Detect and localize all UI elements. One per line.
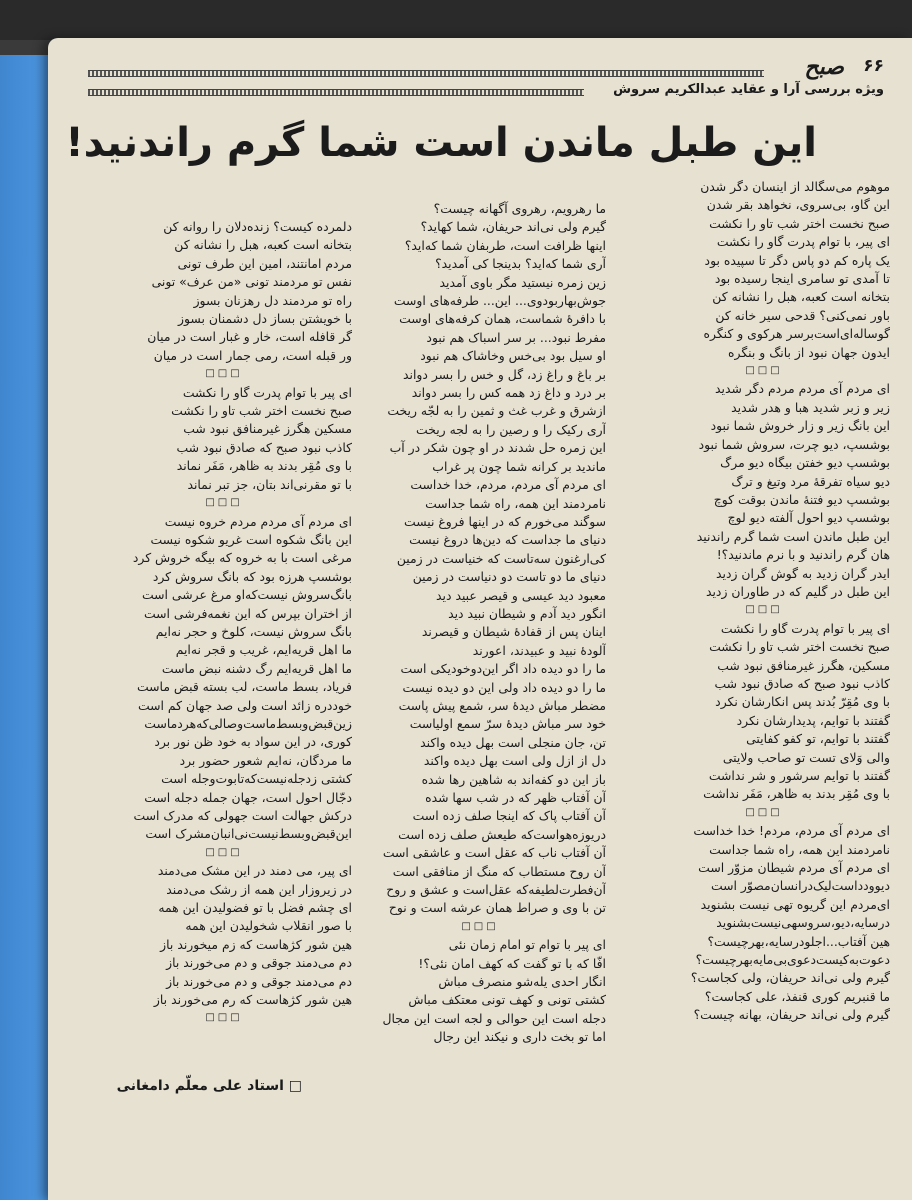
poem-line: بانگ سروش نیست، کلوخ و حجر نه‌ایم xyxy=(155,623,352,639)
poem-line: ما اهل قریه‌ایم، غریب و قجر نه‌ایم xyxy=(175,642,352,658)
poem-line: ما را دو دیده داد اگر این‌دو‌خود‌یکی است xyxy=(400,661,606,677)
poem-line: خود سر مباش دیدهٔ سرّ سمع اولیاست xyxy=(409,716,606,732)
poem-line: ای پیر با توام پدرت گاو را نکشت xyxy=(182,384,352,400)
magazine-logo: صبح xyxy=(804,54,844,80)
poem-line: راه تو مردمند دل رهزنان بسوز xyxy=(193,292,352,308)
section-subtitle: ویژه بررسی آرا و عقاید عبدالکریم سروش xyxy=(613,82,884,97)
poem-line: موهوم می‌سگالد از اینسان دگر شدن xyxy=(700,179,890,194)
poem-line: بوشسپ دیو احول آلفته دیو لوچ xyxy=(727,510,890,526)
poem-line: بانگ‌سروش نیست‌که‌او مرغ عرشی است xyxy=(141,587,352,603)
poem-line: دیو سیاه تفرقهٔ مرد وتیغ و ترگ xyxy=(731,473,890,489)
poem-line: با دافرهٔ شماست، همان کرفه‌های اوست xyxy=(399,311,606,327)
background-dark-top xyxy=(0,0,912,40)
poem-line: زین‌قبض‌وبسط‌ماست‌وصالی‌که‌هردماست xyxy=(144,715,352,731)
poem-line: بر باغ و راغ زد، گل و خس را بسر دواند xyxy=(403,366,606,382)
poem-line: ای‌مردم این گریوه تهی نیست بشنوید xyxy=(700,896,890,912)
column-middle xyxy=(354,200,606,1047)
section-separator: □□□ xyxy=(745,806,783,818)
poem-line: هین شور کژ‌هاست که زم میخورند باز xyxy=(160,936,352,952)
poem-line: دعوت‌به‌کیست‌دعوی‌بی‌مایه‌بهرچیست؟ xyxy=(695,952,890,968)
poem-line: این طبل ماندن است شما گرم راندنید xyxy=(696,528,890,544)
section-separator: □□□ xyxy=(205,368,243,380)
poem-line: دنیای ما جداست که دین‌ها دروغ نیست xyxy=(409,532,606,548)
section-separator: □□□ xyxy=(205,846,243,858)
poem-line: دیوو‌دداست‌لیک‌در‌انسان‌مصوّر است xyxy=(711,878,890,894)
poem-line: کشتی تونی و کهف تونی معتکف مباش xyxy=(408,992,606,1008)
poem-line: معبود دید عیسی و قیصر عبید دید xyxy=(436,587,606,603)
poem-line: کاذب نبود صبح که صادق نبود شب xyxy=(714,675,890,691)
poem-line: گفتند با توایم سرشور و شر نداشت xyxy=(708,768,890,783)
poem-line: اینها ظرافت است، طربفان شما که‌اید؟ xyxy=(404,237,606,253)
poem-line: ما اهل قریه‌ایم رگ دشنه نبض ماست xyxy=(161,660,352,676)
poem-line: اما تو بخت داری و نیکند این رجال xyxy=(433,1029,606,1045)
poem-line: درکش جهالت است جهولی که مدرک است xyxy=(133,808,352,823)
poem-line: او سیل بود بی‌خس وخاشاک هم نبود xyxy=(420,348,606,364)
poem-line: ای پیر با توام پدرت گاو را نکشت xyxy=(720,620,890,636)
poem-line: مسکین هگرز غیرمنافق نبود شب xyxy=(183,421,352,437)
poem-line: کاذب نبود صبح که صادق نبود شب xyxy=(176,439,352,455)
poem-line: باور نمی‌کنی؟ قدحی سیر خانه کن xyxy=(715,307,890,323)
magazine-page xyxy=(48,38,912,1200)
poem-line: بتخانه است کعبه، هبل را نشانه کن xyxy=(712,289,890,305)
poem-line: بتخانه است کعبه، هبل را نشانه کن xyxy=(174,237,352,253)
subtitle-rule xyxy=(88,89,584,96)
poem-line: دم می‌دمند جوقی و دم می‌خورند باز xyxy=(166,973,352,989)
poem-line: از‌شرق و غرب غث و ثمین را به لجّه ریخت xyxy=(387,403,606,419)
poem-line: نفس تو مردمند تونی «من عرف» تونی xyxy=(151,274,352,290)
section-separator: □□□ xyxy=(745,365,783,377)
poem-line: خوددره زائد است ولی صد جهان کم است xyxy=(137,697,352,713)
poem-line: ما را دو دیده داد ولی این دو دیده نیست xyxy=(402,679,606,695)
poem-line: هین شور کژ‌هاست که رم می‌خورند باز xyxy=(153,992,352,1008)
poem-line: آن‌فطرت‌لطیفه‌که عقل‌است و عشق و روح xyxy=(386,882,606,898)
poem-line: ماندید بر کرانه شما چون پر غراب xyxy=(432,458,606,474)
poem-line: انگور دید آدم و شیطان نبید دید xyxy=(448,605,606,621)
poem-line: دنیای ما دو تاست دو دنیاست در زمین xyxy=(412,569,606,585)
poem-line: مضطر مباش دیدهٔ سر، شمع پیش پاست xyxy=(398,697,606,713)
article-title: این طبل ماندن است شما گرم راندنید! xyxy=(65,120,817,166)
poem-line: صبح نخست اختر شب تاو را نکشت xyxy=(171,403,352,419)
poem-line: بوشسپ دیو خفتن بیگاه دیو مرگ xyxy=(720,455,890,471)
poem-line: گیرم ولی نی‌اند حریفان، بهانه چیست؟ xyxy=(693,1007,890,1023)
section-separator: □□□ xyxy=(205,497,243,509)
poem-line: آن آفتاب ظهر که در شب سها شده xyxy=(425,790,606,805)
poem-line: این‌قبض‌و‌بسط‌نیست‌نی‌انبان‌مشرک است xyxy=(145,826,352,842)
author-credit: □ استاد علی معلّم دامغانی xyxy=(116,1078,302,1094)
poem-line: دجله است این حوالی و لجه است این مجال xyxy=(382,1010,606,1026)
poem-line: گیرم ولی نی‌اند حریفان، شما کهاید؟ xyxy=(420,219,606,235)
poem-line: در زیروزار این همه از رشک می‌دمند xyxy=(166,881,352,897)
poem-line: یک پاره کم دو پاس دگر تا سپیده بود xyxy=(704,252,890,268)
poem-line: صبح نخست اختر شب تاو را نکشت xyxy=(709,639,890,655)
poem-line: زیر و زبر شدید هبا و هدر شدید xyxy=(731,399,890,415)
column-left xyxy=(96,218,352,1028)
poem-line: کوری، در این سواد به خود ظن نور برد xyxy=(154,734,352,750)
poem-line: کشتی زدجله‌نیست‌که‌تابوت‌وجله است xyxy=(161,771,352,787)
poem-line: باز این دو کفه‌اند به شاهین رها شده xyxy=(421,771,606,787)
poem-line: مسکین، هگرز غیرمنافق نبود شب xyxy=(717,657,890,673)
poem-line: اینان پس از قفادهٔ شیطان و قیصرند xyxy=(421,624,606,640)
poem-line: دل از ازل ولی است بهل دیده واکند xyxy=(423,753,606,769)
page-number: ۶۶ xyxy=(863,56,884,76)
poem-line: والی وَلای تست تو صاحب ولایتی xyxy=(722,749,890,765)
poem-line: انگار احدی یله‌شو منصرف مباش xyxy=(438,974,606,990)
poem-line: صبح نخست اختر شب تاو را نکشت xyxy=(709,215,890,231)
poem-line: با وی مُقِرّ بُدند پس انکارشان نکرد xyxy=(715,694,890,710)
poem-line: گیرم ولی نی‌اند حریفان، ولی کجاست؟ xyxy=(690,970,890,986)
poem-line: ای مردم آی مردم مردم خروه نیست xyxy=(164,513,352,529)
poem-line: این بانگ شکوه است غریو شکوه نیست xyxy=(150,531,352,547)
poem-line: زین زمره نیستید مگر باوی آمدید xyxy=(439,274,606,290)
poem-line: ای مردم آی مردم شیطان مزوّر است xyxy=(698,860,890,876)
poem-line: جوش‌بهار‌بودوی... این... طرفه‌های اوست xyxy=(393,293,606,309)
poem-line: دلمرده کیست؟ زنده‌دلان را روانه کن xyxy=(163,219,352,234)
poem-line: تن، جان منجلی است بهل دیده واکند xyxy=(420,734,606,750)
poem-line: ایدون جهان نبود از بانگ و بنگره xyxy=(728,344,890,360)
poem-line: از اختران بپرس که این نغمه‌فرشی است xyxy=(144,605,352,621)
poem-line: ای چشم فضل با تو فضولیدن این همه xyxy=(158,900,352,916)
poem-line: دریوزه‌هو‌است‌که طیعش صلف زده است xyxy=(398,826,606,842)
poem-line: ای مردم آی مردم مردم دگر شدید xyxy=(715,381,890,397)
poem-line: دجّال احول است، جهان جمله دجله است xyxy=(144,789,352,805)
poem-line: با وی مُقِر بدند به ظاهر، مَفَر نداشت xyxy=(703,786,890,802)
poem-line: این زمره حل شدند در او چون شکر در آب xyxy=(389,440,606,456)
header-rule xyxy=(88,70,764,77)
poem-line: بوشسپ، دیو چرت، سروش شما نبود xyxy=(698,436,890,452)
poem-line: این گاو، بی‌سروی، نخواهد بقر شدن xyxy=(706,197,890,213)
section-separator: □□□ xyxy=(745,604,783,616)
poem-line: آن آفتاب ناب که عقل است و عاشقی است xyxy=(382,845,606,861)
poem-line: مفرط نبود... بر سر اسباک هم نبود xyxy=(426,329,606,345)
poem-line: نامردمند این همه، راه شما جداست xyxy=(709,841,890,857)
poem-line: ای پیر، با توام پدرت گاو را نکشت xyxy=(716,234,890,250)
poem-line: آلودهٔ نبید و عبیدند، اعورند xyxy=(472,642,606,658)
poem-line: در‌سایه،‌دیو،‌سروسهی‌نیست‌بشنوید xyxy=(716,915,890,931)
column-right xyxy=(638,178,890,1025)
poem-line: سوگند می‌خورم که در اینها فروغ نیست xyxy=(404,513,606,529)
poem-line: آن آفتاب پاک که اینجا صلف زده است xyxy=(412,808,606,824)
poem-line: بر درد و داغ زد همه کس را بسر دواند xyxy=(411,385,606,401)
poem-line: ای پیر، می دمند در این مشک می‌دمند xyxy=(157,863,352,879)
poem-line: هین آفتاب...اجلو‌در‌سایه،‌بهرچیست؟ xyxy=(707,933,890,949)
poem-line: با تو مقرنی‌اند بتان، جز تبر نماند xyxy=(187,476,352,492)
poem-line: ای پیر با توام تو امام زمان نئی xyxy=(448,937,606,953)
poem-line: این بانگ زیر و زار خروش شما نبود xyxy=(710,418,890,434)
poem-line: با وی مُقِر بدند به ظاهر، مَفَر نماند xyxy=(176,458,352,474)
poem-line: با صور انقلاب شخولیدن این همه xyxy=(185,918,352,934)
poem-line: نامردمند این همه، راه شما جداست xyxy=(425,495,606,511)
poem-line: بوشسپ هرزه بود که بانگ سروش کرد xyxy=(152,568,352,584)
poem-line: تن با وی و صراط همان عرشه است و نوح xyxy=(388,900,606,916)
poem-line: ما قنبریم کوری قنفذ، علی کجاست؟ xyxy=(704,988,890,1004)
poem-line: مرغی است با به خروه که بیگه خروش کرد xyxy=(132,550,352,566)
poem-line: دم می‌دمند جوقی و دم می‌خورند باز xyxy=(166,955,352,971)
poem-line: گوساله‌ای‌است‌بر‌سر هرکوی و کنگره xyxy=(703,326,890,342)
poem-line: گفتند با توایم، پدیدارشان نکرد xyxy=(736,712,890,728)
page-header xyxy=(88,56,884,96)
poem-line: تا آمدی تو سامری اینجا رسیده بود xyxy=(714,271,890,287)
poem-line: بوشسپ دیو فتنهٔ ماندن بوقت کوچ xyxy=(713,491,890,507)
poem-line: گر قافله است، خار و غبار است در میان xyxy=(147,329,352,345)
section-separator: □□□ xyxy=(461,920,499,932)
poem-line: با خویشتن بساز دل دشمنان بسوز xyxy=(178,311,352,327)
poem-line: مردم امانتند، امین این طرف تونی xyxy=(177,255,352,271)
poem-line: ایدر گران زدید به گوش گران زدید xyxy=(716,565,890,581)
poem-line: آری شما که‌اید؟ بدینجا کی آمدید؟ xyxy=(435,256,606,272)
section-separator: □□□ xyxy=(205,1012,243,1024)
poem-line: افّا که با تو گفت که کهف امان نئی؟! xyxy=(418,955,606,971)
poem-line: ور قبله است، رمی جمار است در میان xyxy=(153,347,352,363)
poem-line: آن روح مستطاب که منگ از منافقی است xyxy=(392,863,606,879)
poem-line: گفتند با توایم، تو کفو کفایتی xyxy=(746,731,890,747)
poem-line: هان گرم راندنید و با نرم ماندنید؟! xyxy=(716,547,890,563)
poem-line: کی‌ارغنون سه‌تاست که خنیاست در زمین xyxy=(396,550,606,566)
poem-line: ای مردم آی مردم، مردم! خدا خداست xyxy=(693,823,890,839)
poem-line: ای مردم آی مردم، مردم، خدا خداست xyxy=(410,477,606,493)
poem-line: این طبل در گلیم که در طاوران زدید xyxy=(705,583,890,599)
poem-line: آری رکیک را و رصین را به لجه ریخت xyxy=(416,421,606,437)
poem-line: ما مردگان، نه‌ایم شعور حضور برد xyxy=(179,752,352,768)
poem-line: ما رهرویم، رهروی آگهانه چیست؟ xyxy=(433,201,606,216)
poem-line: فریاد، بسط ماست، لب بسته قبض ماست xyxy=(137,679,352,695)
